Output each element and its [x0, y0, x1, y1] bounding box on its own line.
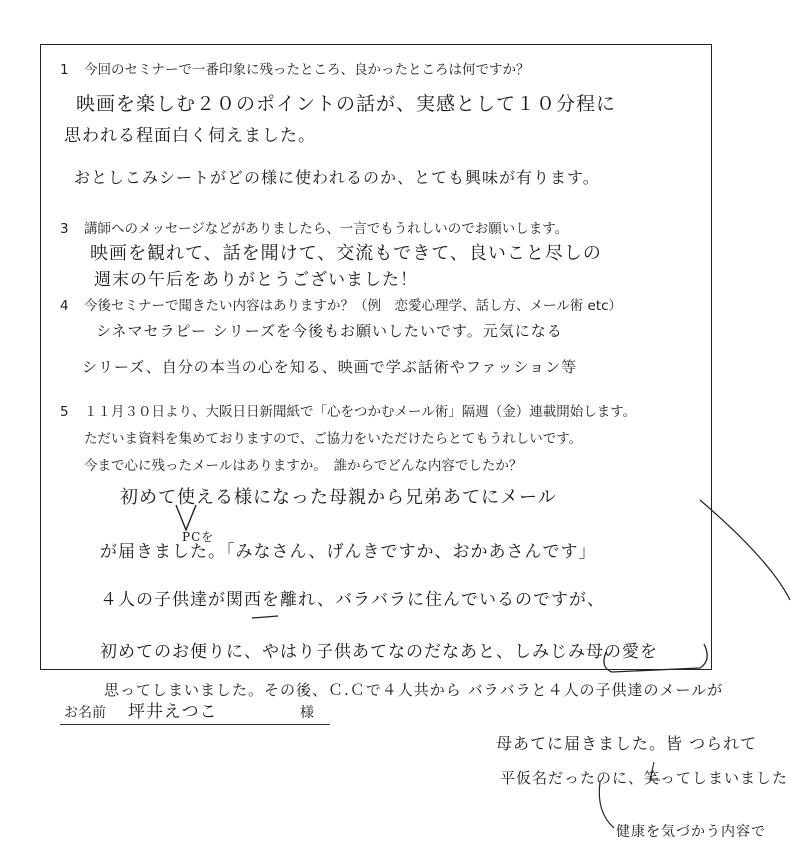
- question-text: 今後セミナーで聞きたい内容はありますか？（例 恋愛心理学、話し方、メール術 etc）: [84, 298, 623, 314]
- question-3: [60, 220, 568, 238]
- answer-5-line-5: 思ってしまいました。その後、Ｃ.Ｃで４人共から バラバラと４人の子供達のメールが: [104, 681, 724, 699]
- question-number: 4: [60, 298, 69, 314]
- answer-4-line-2: シリーズ、自分の本当の心を知る、映画で学ぶ話術やファッション等: [82, 358, 578, 376]
- answer-3-line-1: 映画を観れて、話を聞けて、交流もできて、良いこと尽しの: [90, 243, 602, 264]
- name-value: 坪井えつこ: [128, 702, 218, 722]
- question-5-line-3: 今まで心に残ったメールはありますか。 誰からでどんな内容でしたか？: [84, 458, 523, 474]
- question-number: 5: [60, 404, 69, 420]
- question-4: [60, 297, 622, 315]
- question-number: 1: [60, 62, 69, 78]
- answer-1-line-2: 思われる程面白く伺えました。: [64, 126, 316, 146]
- name-label: お名前: [64, 705, 106, 721]
- answer-1-line-1: 映画を楽しむ２０のポイントの話が、実感として１０分程に: [76, 93, 617, 115]
- answer-5-line-3: ４人の子供達が関西を離れ、バラバラに住んでいるのですが、: [100, 590, 606, 610]
- answer-5-line-4: 初めてのお便りに、やはり子供あてなのだなあと、しみじみ母の愛を: [100, 642, 658, 662]
- answer-5-line-1: 初めて使える様になった母親から兄弟あてにメール: [120, 487, 557, 508]
- answer-5-insert-health: 健康を気づかう内容で: [616, 824, 766, 840]
- question-5: [60, 403, 636, 421]
- name-underline: [60, 724, 330, 725]
- question-text: 講師へのメッセージなどがありましたら、一言でもうれしいのでお願いします。: [84, 221, 569, 237]
- answer-5-line-2: が届きました。「みなさん、げんきですか、おかあさんです」: [100, 542, 597, 562]
- question-text: 今回のセミナーで一番印象に残ったところ、良かったところは何ですか？: [84, 62, 530, 78]
- answer-5-line-7: 平仮名だったのに、笑ってしまいました: [500, 769, 789, 787]
- question-number: 3: [60, 221, 69, 237]
- answer-3-line-2: 週末の午后をありがとうございました！: [94, 270, 418, 290]
- answer-1-line-3: おとしこみシートがどの様に使われるのか、とても興味が有ります。: [74, 168, 600, 187]
- answer-5-line-6: 母あてに届きました。皆 つられて: [496, 734, 758, 753]
- answer-4-line-1: シネマセラピー シリーズを今後もお願いしたいです。元気になる: [96, 322, 563, 340]
- question-text-line-1: １１月３０日より、大阪日日新聞紙で「心をつかむメール術」隔週（金）連載開始します。: [84, 404, 637, 420]
- name-suffix: 様: [300, 705, 314, 721]
- question-5-line-2: ただいま資料を集めておりますので、ご協力をいただけたらとてもうれしいです。: [84, 431, 583, 447]
- answer-5-insert-pc: PCを: [182, 530, 215, 544]
- arrow-stroke-right: [700, 500, 790, 600]
- question-1: [60, 61, 530, 79]
